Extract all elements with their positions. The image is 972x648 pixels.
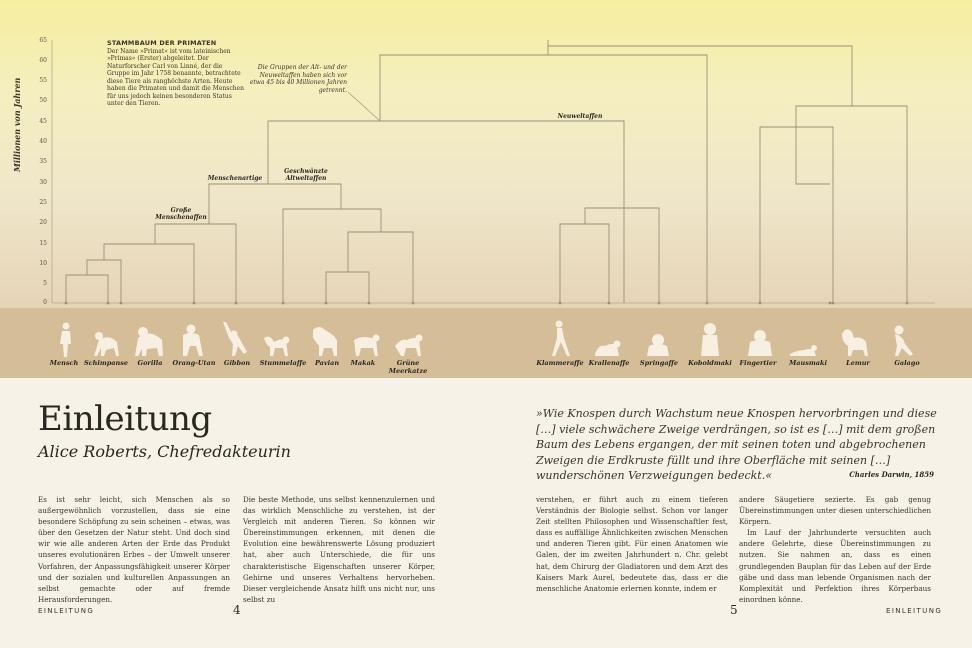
tree-note-title: STAMMBAUM DER PRIMATEN (107, 39, 217, 47)
tree-note-text: Der Name »Primat« ist vom lateinischen »Primas« (Erster) abgeleitet. Der Naturforscher Carl von Linné, der die Gruppe im Jahr 1758 benannte, betrachtete diese Tiere als ranghöchste Arten. Heute haben die Primaten und damit die Menschen für uns jedoch keinen besonderen Status unter den Tieren. (107, 47, 244, 107)
paragraph: Die beste Methode, uns selbst kennenzulernen und das wirklich Menschliche zu verstehen, ist der Vergleich mit anderen Tieren. So können wir Übereinstimmungen erkennen, mit denen die Evolution eine bewährenswerte Lösung produziert hat, aber auch Unterschiede, die für uns charakteristische Eigenschaften unserer Körper, Gehirne und unseres Verhaltens hervorheben. Dieser vergleichende Ansatz hilft uns nicht nur, uns selbst zu (243, 495, 435, 604)
text-column-3 (536, 494, 728, 594)
species-label-koboldmaki: Koboldmaki (688, 359, 732, 367)
group-menschenartige: Menschenartige (207, 175, 263, 182)
tick-35: 35 (39, 158, 47, 165)
species-label-mausmaki: Mausmaki (789, 359, 827, 367)
baboon-silhouette-icon (309, 320, 339, 358)
species-label-mensch: Mensch (49, 359, 79, 367)
species-label-gorilla: Gorilla (137, 359, 163, 367)
species-label-gibbon: Gibbon (223, 359, 251, 367)
tick-40: 40 (39, 138, 47, 145)
species-label-gruene-meerkatze: Grüne Meerkatze (388, 359, 428, 375)
species-label-klammeraffe: Klammeraffe (536, 359, 584, 367)
colobus-silhouette-icon (262, 320, 292, 358)
tick-0: 0 (43, 299, 47, 306)
titi-monkey-silhouette-icon (643, 320, 673, 358)
paragraph: Im Lauf der Jahrhunderte versuchten auch andere Gelehrte, diese Übereinstimmungen zu nutzen. Sie nahmen an, dass es einen grundlegenden Bauplan für das Leben auf der Erde gäbe und dass man lebende Organismen nach der Komplexität und Perfektion ihres Körperbaus einordnen könne. (739, 528, 931, 604)
species-label-galago: Galago (894, 359, 920, 367)
mouse-lemur-silhouette-icon (790, 320, 820, 358)
text-column-2 (243, 494, 435, 605)
article-title: Einleitung (38, 399, 212, 439)
species-label-krallenaffe: Krallenaffe (588, 359, 630, 367)
tree-note (107, 40, 247, 108)
species-label-orang-utan: Orang-Utan (172, 359, 216, 367)
species-label-pavian: Pavian (314, 359, 340, 367)
tick-15: 15 (39, 240, 47, 247)
tarsier-silhouette-icon (695, 320, 725, 358)
spider-monkey-silhouette-icon (545, 320, 575, 358)
group-geschwaenzte-altweltaffen: Geschwänzte Altweltaffen (284, 168, 328, 182)
galago-silhouette-icon (887, 320, 917, 358)
tick-45: 45 (39, 118, 47, 125)
tick-60: 60 (39, 57, 47, 64)
paragraph: andere Säugetiere sezierte. Es gab genug Übereinstimmungen unter diesen unterschiedlichen Körpern. (739, 495, 931, 527)
species-label-stummelaffe: Stummelaffe (259, 359, 307, 367)
y-axis-label: Millionen von Jahren (12, 77, 22, 172)
chimpanzee-silhouette-icon (91, 320, 121, 358)
human-silhouette-icon (51, 320, 81, 358)
species-label-lemur: Lemur (846, 359, 870, 367)
text-column-4 (739, 494, 931, 605)
tick-65: 65 (39, 37, 47, 44)
darwin-quote: »Wie Knospen durch Wachstum neue Knospen hervorbringen und diese […] viele schwächere Zweige verdrängen, so ist es […] mit dem großen Baum des Lebens ergangen, der mit seinen toten und abgebrochenen Zweigen die Erdkruste füllt und ihre Oberfläche mit seinen […] wunderschönen Verzweigungen bedeckt.« (536, 407, 937, 482)
gibbon-silhouette-icon (220, 320, 250, 358)
running-footer-left: EINLEITUNG (38, 607, 95, 615)
page-number-right: 5 (730, 603, 738, 617)
orangutan-silhouette-icon (177, 320, 207, 358)
tick-55: 55 (39, 77, 47, 84)
tick-30: 30 (39, 179, 47, 186)
paragraph: verstehen, er führt auch zu einem tieferen Verständnis der Biologie selbst. Schon vor langer Zeit stellten Philosophen und Wissenschaftler fest, dass es auffällige Ähnlichkeiten zwischen Menschen und anderen Tieren gibt. Für einen Anatomen wie Galen, der im zweiten Jahrhundert n. Chr. gelebt hat, dem Chirurg der Gladiatoren und dem Arzt des Kaisers Mark Aurel, bedeutete das, dass er die menschliche Anatomie erlernen konnte, indem er (536, 495, 728, 593)
species-label-makak: Makak (350, 359, 376, 367)
group-grosse-menschenaffen: Große Menschenaffen (155, 207, 207, 221)
tick-10: 10 (39, 260, 47, 267)
running-footer-right: EINLEITUNG (886, 607, 943, 615)
quote-source: Charles Darwin, 1859 (849, 470, 934, 479)
macaque-silhouette-icon (352, 320, 382, 358)
tick-5: 5 (43, 280, 47, 287)
lemur-silhouette-icon (840, 320, 870, 358)
gorilla-silhouette-icon (134, 320, 164, 358)
species-label-schimpanse: Schimpanse (83, 359, 128, 367)
text-column-1 (38, 494, 230, 605)
page-number-left: 4 (233, 603, 241, 617)
paragraph: Es ist sehr leicht, sich Menschen als so außergewöhnlich vorzustellen, dass sie eine besondere Schöpfung zu sein scheinen – etwas, was über den Gesetzen der Natur steht. Und doch sind wir wie alle anderen Arten der Erde das Produkt unseres evolutionären Erbes – der Umwelt unserer Vorfahren, der Anpassungsfähigkeit unserer Körper und der sozialen und kulturellen Anpassungen an selbst gemachte oder auf fremde Herausforderungen. (38, 495, 230, 604)
aye-aye-silhouette-icon (745, 320, 775, 358)
split-annotation: Die Gruppen der Alt- und der Neuweltaffen haben sich vor etwa 45 bis 40 Millionen Jahren getrennt. (249, 64, 347, 94)
tick-25: 25 (39, 199, 47, 206)
species-label-springaffe: Springaffe (639, 359, 679, 367)
marmoset-silhouette-icon (593, 320, 623, 358)
green-monkey-silhouette-icon (395, 320, 425, 358)
tick-50: 50 (39, 97, 47, 104)
article-author: Alice Roberts, Chefredakteurin (38, 442, 291, 461)
species-label-fingertier: Fingertier (739, 359, 777, 367)
tick-20: 20 (39, 219, 47, 226)
group-neuweltaffen: Neuweltaffen (557, 113, 603, 120)
